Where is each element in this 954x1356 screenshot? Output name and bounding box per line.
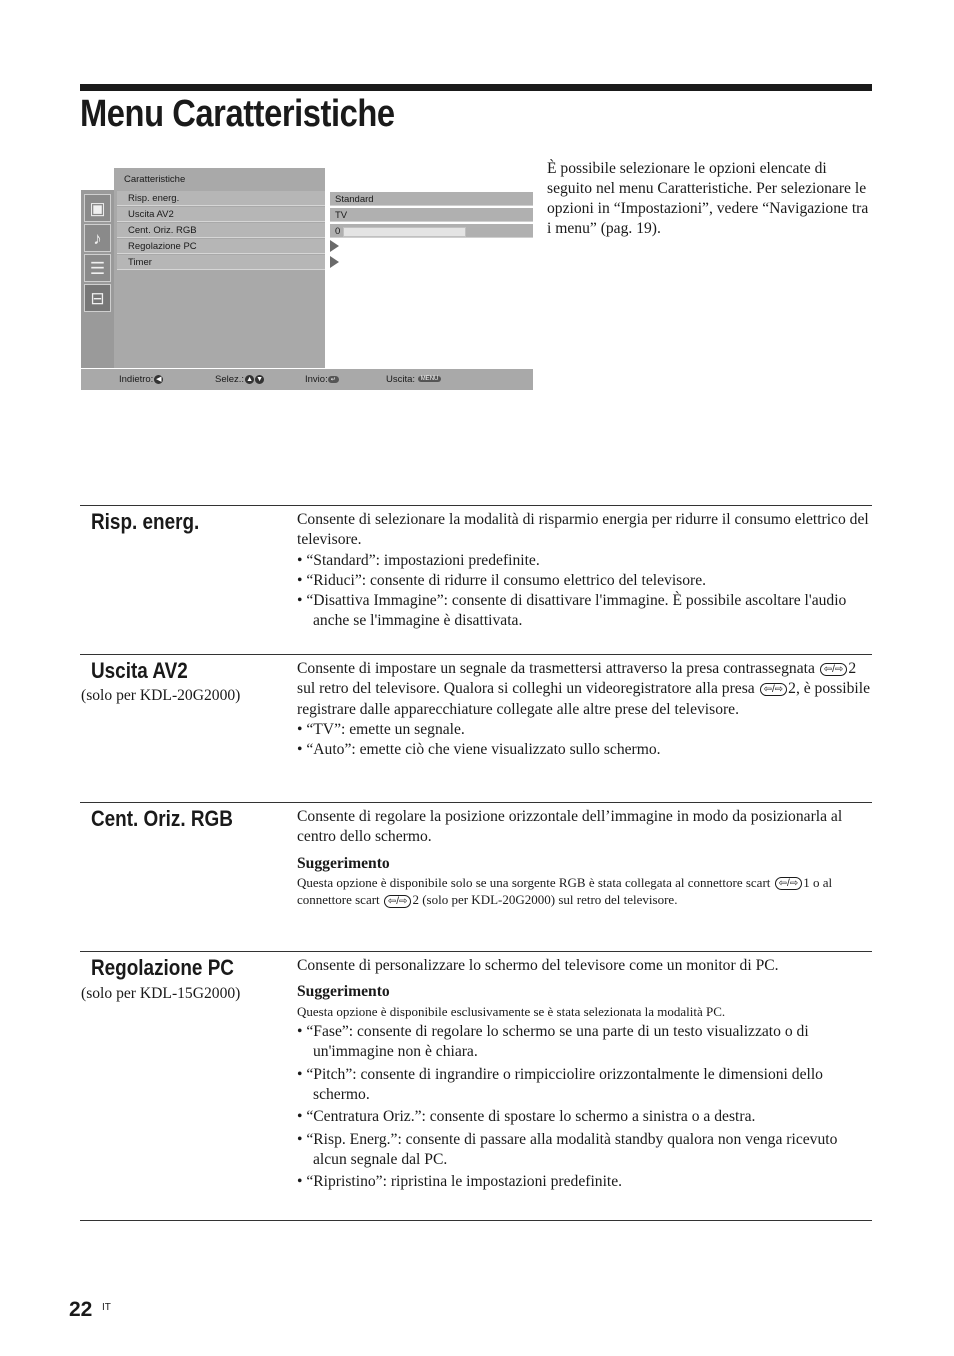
section-heading-regolazione-pc: Regolazione PC: [91, 955, 234, 980]
scart-connector-icon: ⇦/⇨: [760, 683, 788, 696]
menu-item-uscita-av2[interactable]: Uscita AV2: [117, 207, 325, 222]
menu-item-regolazione-pc[interactable]: Regolazione PC: [117, 239, 325, 254]
section-heading-uscita-av2: Uscita AV2: [91, 658, 188, 683]
section-heading-cent-oriz-rgb: Cent. Oriz. RGB: [91, 806, 233, 831]
menu-item-risp-energ[interactable]: Risp. energ.: [117, 191, 325, 206]
menu-item-panel: [114, 190, 325, 368]
arrow-right-icon[interactable]: [330, 256, 339, 268]
music-note-icon[interactable]: ♪: [84, 224, 111, 252]
intro-text: È possibile selezionare le opzioni elencate di seguito nel menu Caratteristiche. Per selezionare le opzioni in “Impostazioni”, vedere “Navigazione tra i menu” (pag. 19).: [547, 160, 869, 237]
menu-header: [114, 168, 325, 190]
scart-connector-icon: ⇦/⇨: [820, 663, 848, 676]
footer-select: Selez.: ▲ ▼: [215, 374, 264, 385]
tip-text: Questa opzione è disponibile esclusivamente se è stata selezionata la modalità PC.: [297, 1003, 726, 1019]
menu-footer: [81, 369, 533, 390]
menu-item-timer[interactable]: Timer: [117, 255, 325, 270]
tip-text: Questa opzione è disponibile solo se una sorgente RGB è stata collegata al connettore scart ⇦/⇨ 1 o al connettore scart ⇦/⇨ 2 (solo per KDL-20G2000) sul retro del televisore.: [297, 874, 833, 908]
down-arrow-icon: ▼: [256, 375, 264, 383]
title-rule: [80, 84, 872, 91]
section-divider: [80, 802, 872, 803]
back-arrow-icon: ◀: [156, 375, 162, 383]
toolbox-icon[interactable]: ⊟: [84, 284, 111, 312]
section-sub-uscita-av2: (solo per KDL-20G2000): [81, 687, 241, 704]
tip-label: Suggerimento: [297, 854, 390, 872]
picture-icon[interactable]: ▣: [84, 194, 111, 222]
tip-label: Suggerimento: [297, 983, 390, 1001]
footer-enter: Invio: ↵: [305, 374, 339, 385]
footer-exit: Uscita: MENU: [386, 374, 441, 385]
menu-value-standard[interactable]: Standard: [330, 192, 533, 206]
section-body-cent-oriz-rgb: Consente di regolare la posizione orizzontale dell’immagine in modo da posizionarla al centro dello schermo. Suggerimento Questa opzione è disponibile solo se una sorgente RGB è stata collegata al connettore scart ⇦/⇨ 1 o al connettore scart ⇦/⇨ 2 (solo per KDL-20G2000) sul retro del televisore.: [297, 807, 872, 909]
menu-value-tv[interactable]: TV: [330, 208, 533, 222]
up-arrow-icon: ▲: [246, 375, 254, 383]
page-number: 22: [69, 1298, 93, 1321]
page-language: IT: [102, 1302, 111, 1313]
channel-list-icon[interactable]: ☰: [84, 254, 111, 282]
section-body-regolazione-pc: Consente di personalizzare lo schermo del televisore come un monitor di PC. Suggerimento Questa opzione è disponibile esclusivamente se è stata selezionata la modalità PC. • “Fase”: consente di regolare lo schermo se una parte di un testo visualizzato o di un'immagine non è chiara. • “Pitch”: consente di ingrandire o rimpicciolire orizzontalmente le dimensioni dello schermo. • “Centratura Oriz.”: consente di spostare lo schermo a sinistra o a destra. • “Risp. Energ.”: consente di passare alla modalità standby qualora non venga ricevuto alcun segnale dal PC. • “Ripristino”: ripristina le impostazioni predefinite.: [297, 956, 872, 1192]
section-divider: [80, 1220, 872, 1221]
page-title: Menu Caratteristiche: [80, 93, 395, 135]
section-divider: [80, 951, 872, 952]
menu-item-cent-oriz-rgb[interactable]: Cent. Oriz. RGB: [117, 223, 325, 238]
section-body-risp-energ: Consente di selezionare la modalità di risparmio energia per ridurre il consumo elettrico del televisore. • “Standard”: impostazioni predefinite. • “Riduci”: consente di ridurre il consumo elettrico del televisore. • “Disattiva Immagine”: consente di disattivare l'immagine. È possibile ascoltare l'audio anche se l'immagine è disattivata.: [297, 511, 869, 630]
section-heading-risp-energ: Risp. energ.: [91, 509, 200, 534]
arrow-right-icon[interactable]: [330, 240, 339, 252]
section-sub-regolazione-pc: (solo per KDL-15G2000): [81, 985, 241, 1002]
scart-connector-icon: ⇦/⇨: [384, 895, 412, 908]
menu-icon-bar: [81, 190, 114, 368]
menu-badge: MENU: [418, 376, 442, 382]
enter-icon: ↵: [328, 376, 339, 383]
menu-value-rgb[interactable]: 0: [330, 224, 533, 238]
section-body-uscita-av2: Consente di impostare un segnale da trasmettersi attraverso la presa contrassegnata ⇦/⇨ 2 sul retro del televisore. Qualora si colleghi un videoregistratore alla presa ⇦/⇨ 2, è possibile registrare dalle apparecchiature collegate alle altre prese del televisore. • “TV”: emette un segnale. • “Auto”: emette ciò che viene visualizzato sullo schermo.: [297, 660, 871, 759]
section-divider: [80, 654, 872, 655]
tv-menu-screenshot: [81, 168, 533, 390]
footer-back: Indietro: ◀: [119, 374, 162, 385]
menu-header-label: Caratteristiche: [124, 174, 186, 185]
scart-connector-icon: ⇦/⇨: [775, 877, 803, 890]
rgb-slider[interactable]: [343, 227, 466, 237]
section-divider: [80, 505, 872, 506]
